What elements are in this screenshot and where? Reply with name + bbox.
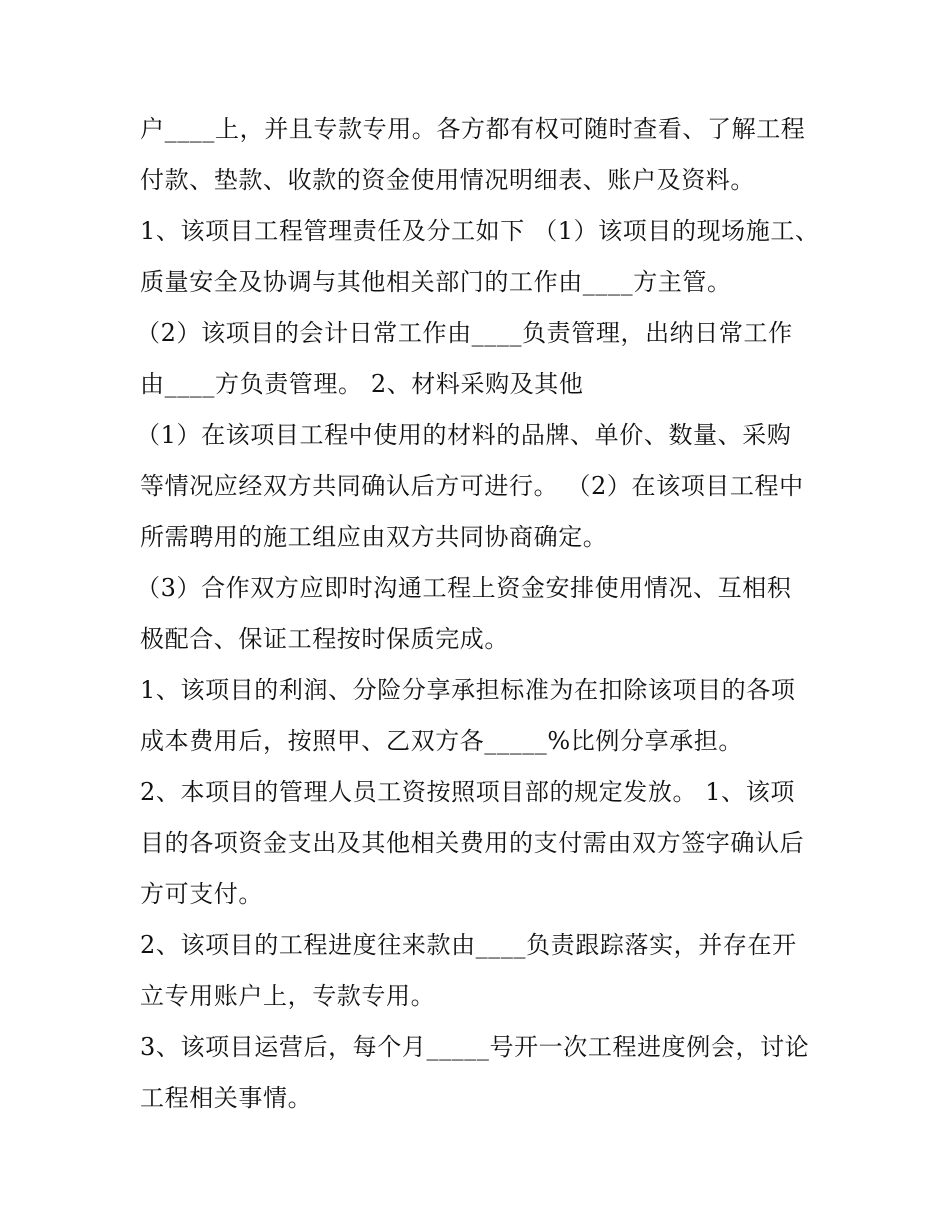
text-line-6: 由____方负责管理。 2、材料采购及其他 <box>140 370 584 398</box>
text-line-15: 目的各项资金支出及其他相关费用的支付需由双方签字确认后 <box>140 829 805 857</box>
text-line-3: 1、该项目工程管理责任及分工如下 （1）该项目的现场施工、 <box>140 217 820 245</box>
text-line-12: 1、该项目的利润、分险分享承担标准为在扣除该项目的各项 <box>140 676 796 704</box>
text-line-13: 成本费用后，按照甲、乙双方各_____%比例分享承担。 <box>140 727 744 755</box>
text-line-1: 户____上，并且专款专用。各方都有权可随时查看、了解工程 <box>140 115 806 143</box>
text-line-9: 所需聘用的施工组应由双方共同协商确定。 <box>140 523 608 551</box>
text-line-16: 方可支付。 <box>140 880 263 908</box>
text-line-14: 2、本项目的管理人员工资按照项目部的规定发放。 1、该项 <box>140 778 795 806</box>
text-line-4: 质量安全及协调与其他相关部门的工作由____方主管。 <box>140 268 732 296</box>
text-line-17: 2、该项目的工程进度往来款由____负责跟踪落实，并存在开 <box>140 931 797 959</box>
text-line-7: （1）在该项目工程中使用的材料的品牌、单价、数量、采购 <box>136 421 792 449</box>
text-line-19: 3、该项目运营后，每个月_____号开一次工程进度例会，讨论 <box>140 1033 810 1061</box>
text-line-18: 立专用账户上，专款专用。 <box>140 982 436 1010</box>
text-line-11: 极配合、保证工程按时保质完成。 <box>140 625 509 653</box>
document-body <box>136 104 830 1124</box>
text-line-8: 等情况应经双方共同确认后方可进行。 （2）在该项目工程中 <box>140 472 804 500</box>
text-line-10: （3）合作双方应即时沟通工程上资金安排使用情况、互相积 <box>136 574 792 602</box>
text-line-5: （2）该项目的会计日常工作由____负责管理，出纳日常工作 <box>136 319 793 347</box>
text-line-2: 付款、垫款、收款的资金使用情况明细表、账户及资料。 <box>140 166 755 194</box>
text-line-20: 工程相关事情。 <box>140 1084 313 1112</box>
